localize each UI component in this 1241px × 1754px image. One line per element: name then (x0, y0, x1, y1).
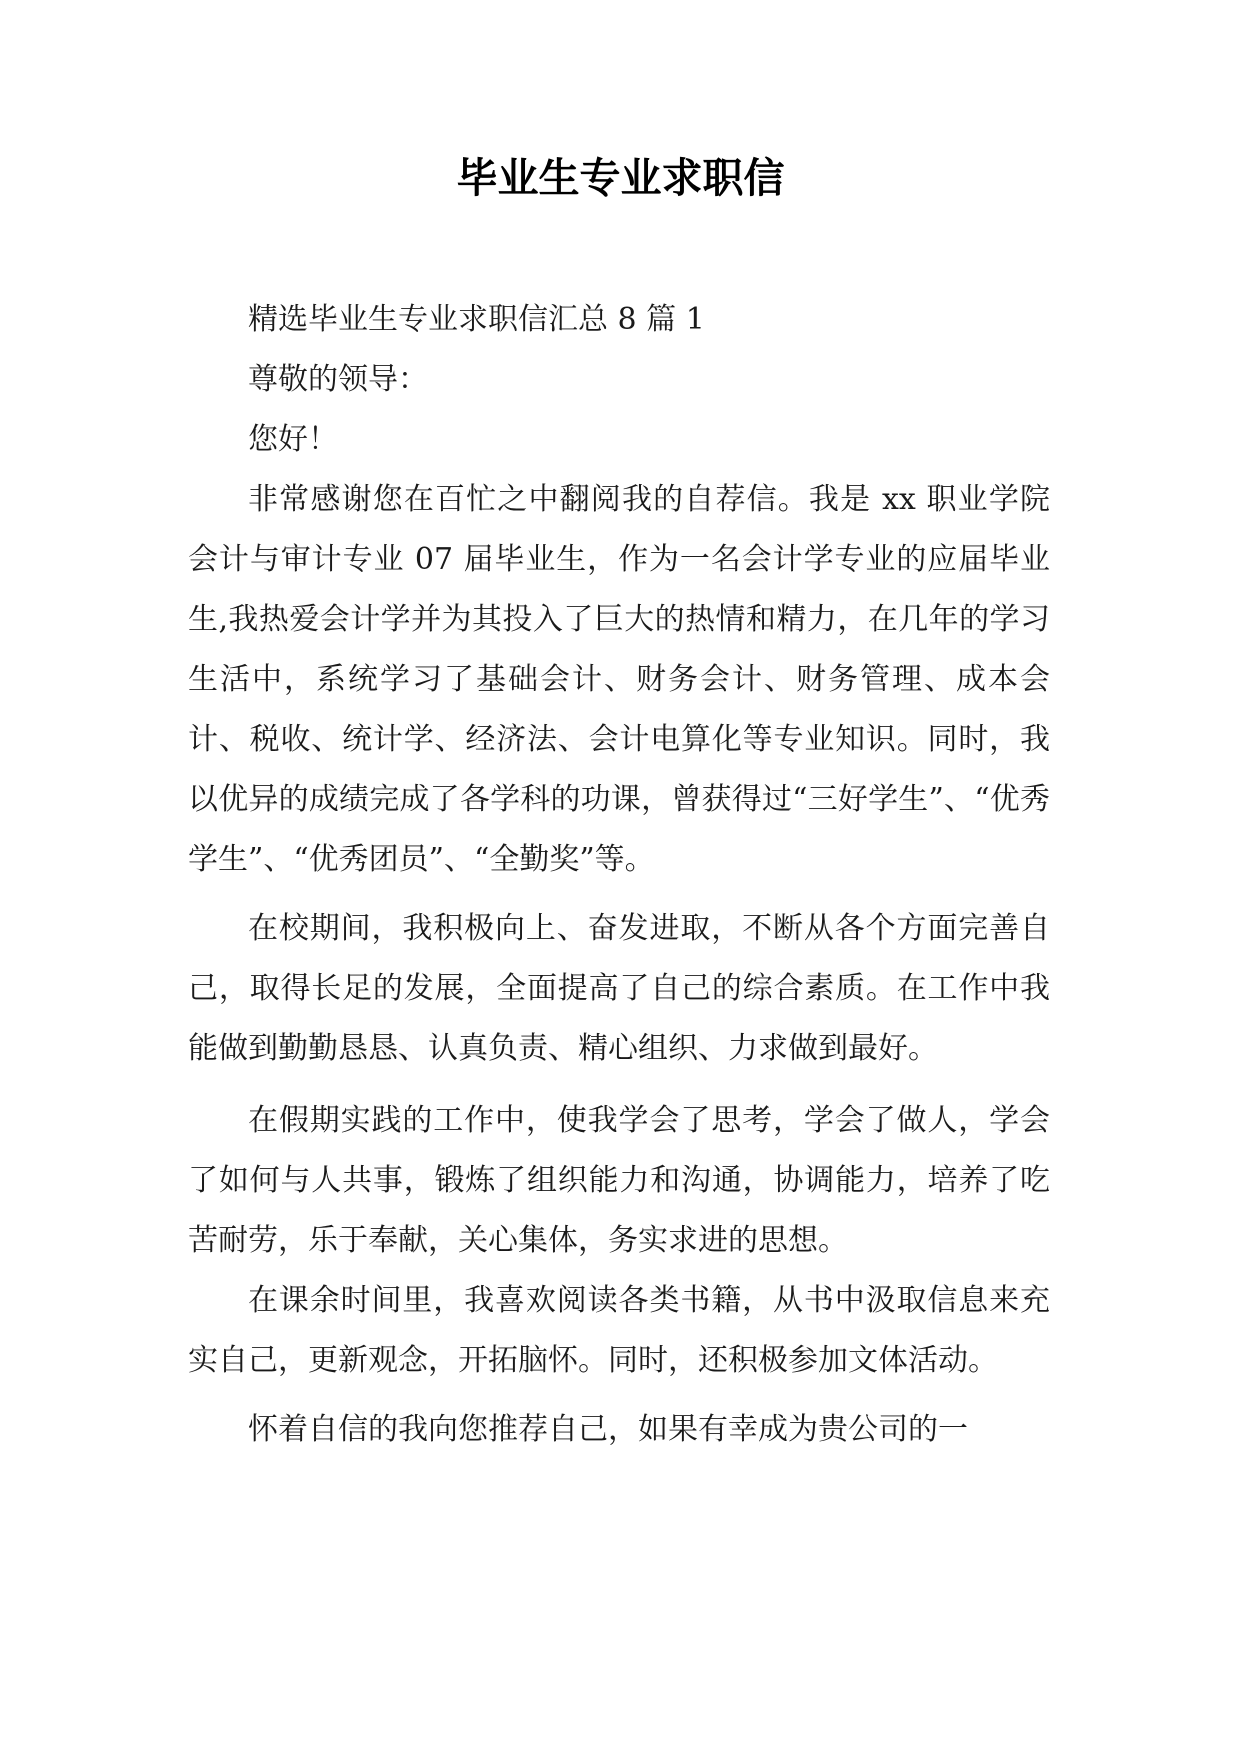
paragraph-school-period: 在校期间，我积极向上、奋发进取，不断从各个方面完善自己，取得长足的发展，全面提高了自己的综合素质。在工作中我能做到勤勤恳恳、认真负责、精心组织、力求做到最好。 (188, 911, 1050, 1066)
paragraph-practice: 在假期实践的工作中，使我学会了思考，学会了做人，学会了如何与人共事，锻炼了组织能力和沟通，协调能力，培养了吃苦耐劳，乐于奉献，关心集体，务实求进的思想。 (188, 1103, 1050, 1258)
paragraph-heading: 精选毕业生专业求职信汇总 8 篇 1 (248, 302, 705, 337)
paragraph-salutation: 尊敬的领导： (248, 362, 428, 397)
paragraph-closing: 怀着自信的我向您推荐自己，如果有幸成为贵公司的一 (248, 1412, 968, 1447)
paragraph-introduction: 非常感谢您在百忙之中翻阅我的自荐信。我是 xx 职业学院会计与审计专业 07 届毕业生，作为一名会计学专业的应届毕业生,我热爱会计学并为其投入了巨大的热情和精力，在几年的学习生活中，系统学习了基础会计、财务会计、财务管理、成本会计、税收、统计学、经济法、会计电算化等专业知识。同时，我以优异的成绩完成了各学科的功课，曾获得过“三好学生”、“优秀学生”、“优秀团员”、“全勤奖”等。 (188, 482, 1050, 877)
paragraph-spare-time: 在课余时间里，我喜欢阅读各类书籍，从书中汲取信息来充实自己，更新观念，开拓脑怀。同时，还积极参加文体活动。 (188, 1283, 1050, 1378)
document-body (188, 290, 1050, 1460)
document-title: 毕业生专业求职信 (456, 154, 785, 202)
paragraph-greeting: 您好！ (248, 422, 338, 457)
